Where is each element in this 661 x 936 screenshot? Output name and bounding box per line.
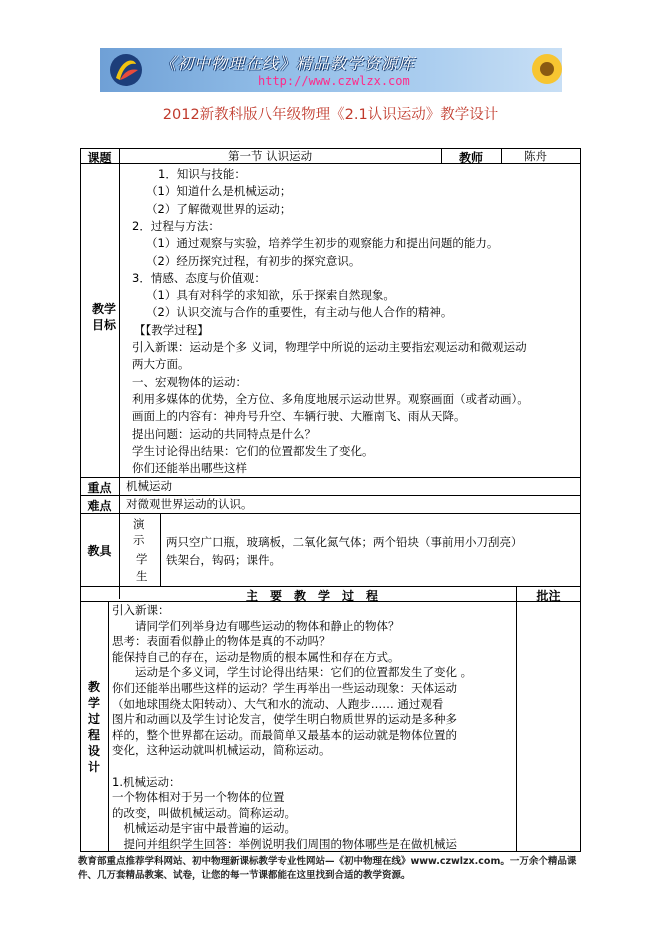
process-line: 引入新课： xyxy=(112,603,170,617)
site-banner xyxy=(100,48,562,92)
objective-line: 两大方面。 xyxy=(132,357,190,372)
process-line: 思考：表面看似静止的物体是真的不动吗？ xyxy=(112,634,331,649)
objective-line: （1）知道什么是机械运动； xyxy=(146,184,292,199)
site-logo-icon xyxy=(108,52,144,88)
difficulty-value: 对微观世界运动的认识。 xyxy=(126,497,253,511)
objective-line: （1）具有对科学的求知欲，乐于探索自然现象。 xyxy=(146,288,395,303)
topic-label: 课题 xyxy=(87,151,112,165)
process-label-char: 程 xyxy=(87,728,100,742)
key-point-label: 重点 xyxy=(87,481,112,495)
materials-sublabel: 示 xyxy=(133,533,145,547)
teacher-value: 陈舟 xyxy=(524,149,547,163)
objective-line: （2）经历探究过程，有初步的探究意识。 xyxy=(146,253,361,268)
objectives-label xyxy=(92,301,116,333)
process-line: 样的，整个世界都在运动。而最简单又最基本的运动就是物体位置的 xyxy=(112,727,457,742)
objective-line: 提出问题：运动的共同特点是什么？ xyxy=(132,426,316,441)
banner-url[interactable]: http://www.czwlzx.com xyxy=(258,74,410,88)
process-line: 提问并组织学生回答：举例说明我们周围的物体哪些是在做机械运 xyxy=(112,837,457,851)
materials-line: 铁架台，钩码；课件。 xyxy=(166,553,281,567)
objectives-label-text: 教学目标 xyxy=(92,302,117,332)
footer-line-2: 件、几万套精品教案、试卷，让您的每一节课都能在这里找到合适的教学资源。 xyxy=(78,870,411,881)
process-line: （如地球围绕太阳转动）、大气和水的流动、人跑步…… 通过观看 xyxy=(112,696,444,711)
materials-sublabel: 学 xyxy=(136,552,148,566)
objective-line: 利用多媒体的优势，全方位、多角度地展示运动世界。观察画面（或者动画）。 xyxy=(132,391,529,406)
process-label-char: 过 xyxy=(87,712,100,726)
materials-label: 教具 xyxy=(87,544,112,558)
objective-line: 画面上的内容有：神舟号升空、车辆行驶、大雁南飞、雨从天降。 xyxy=(132,409,466,424)
process-line: 运动是个多义词，学生讨论得出结果：它们的位置都发生了变化 。 xyxy=(112,665,473,680)
process-line: 1.机械运动： xyxy=(112,774,181,789)
page-footer xyxy=(78,855,598,883)
document-title: 2012新教科版八年级物理《2.1认识运动》教学设计 xyxy=(162,107,499,123)
process-line: 的改变，叫做机械运动。简称运动。 xyxy=(112,805,296,820)
objective-line: （2）认识交流与合作的重要性，有主动与他人合作的精神。 xyxy=(146,305,453,320)
objective-line: 引入新课：运动是个多 义词，物理学中所说的运动主要指宏观运动和微观运动 xyxy=(132,340,527,354)
process-line: 一个物体相对于另一个物体的位置 xyxy=(112,790,285,805)
objective-line: 你们还能举出哪些这样 xyxy=(132,461,247,476)
process-line: 你们还能举出哪些这样的运动？学生再举出一些运动现象：天体运动 xyxy=(112,681,457,695)
banner-title: 《初中物理在线》精品教学资源库 xyxy=(160,54,416,73)
objective-line: 1．知识与技能： xyxy=(158,167,246,181)
objective-line: （1）通过观察与实验，培养学生初步的观察能力和提出问题的能力。 xyxy=(146,236,499,251)
process-line: 图片和动画以及学生讨论发言，使学生明白物质世界的运动是多种多 xyxy=(112,712,457,727)
materials-sublabel: 生 xyxy=(136,569,148,583)
objective-line: （2）了解微观世界的运动； xyxy=(146,201,292,216)
process-label-char: 教 xyxy=(87,680,100,694)
process-label-char: 计 xyxy=(87,760,100,774)
process-label-char: 学 xyxy=(87,696,100,710)
objective-line: 一、宏观物体的运动： xyxy=(132,374,247,389)
key-point-value: 机械运动 xyxy=(126,479,172,493)
process-line: 变化，这种运动就叫机械运动，简称运动。 xyxy=(112,743,331,758)
process-line: 能保持自己的存在，运动是物质的根本属性和存在方式。 xyxy=(112,649,400,664)
process-line: 机械运动是宇宙中最普遍的运动。 xyxy=(112,821,296,836)
materials-sublabel: 演 xyxy=(133,517,145,531)
objective-line: 2．过程与方法： xyxy=(132,218,220,233)
objective-line: 学生讨论得出结果：它们的位置都发生了变化。 xyxy=(132,443,374,458)
process-line: 请同学们列举身边有哪些运动的物体和静止的物体？ xyxy=(112,618,400,633)
materials-line: 两只空广口瓶，玻璃板，二氧化氮气体；两个铅块（事前用小刀刮亮） xyxy=(166,535,523,549)
sunflower-icon xyxy=(530,52,562,86)
topic-value: 第一节 认识运动 xyxy=(228,149,313,163)
objective-line: 3．情感、态度与价值观： xyxy=(132,270,266,285)
objective-line: 【【教学过程】 xyxy=(134,322,209,337)
process-header: 主 要 教 学 过 程 xyxy=(245,589,378,603)
difficulty-label: 难点 xyxy=(87,499,112,513)
teacher-label: 教师 xyxy=(458,151,483,165)
notes-header: 批注 xyxy=(536,589,561,603)
footer-line-1: 教育部重点推荐学科网站、初中物理新课标教学专业性网站—《初中物理在线》www.czwlzx.com。一万余个精品课 xyxy=(78,856,577,867)
process-label-char: 设 xyxy=(87,744,100,758)
